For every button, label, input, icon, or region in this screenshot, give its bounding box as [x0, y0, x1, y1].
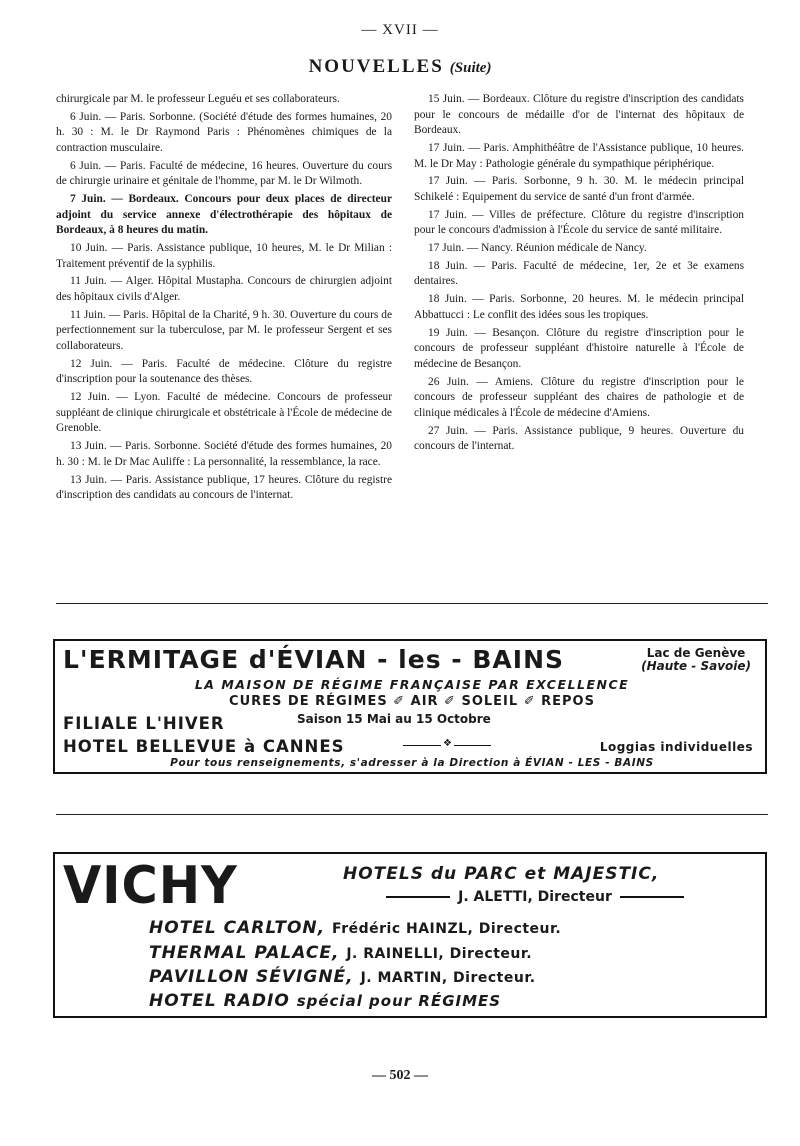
ad-evian-contact: Pour tous renseignements, s'adresser à la Direction à ÉVIAN - LES - BAINS [170, 757, 654, 769]
news-item: 13 Juin. — Paris. Assistance publique, 17 heures. Clôture du registre d'inscription des candidats au concours de l'internat. [56, 473, 392, 502]
ad-vichy-director: J. ALETTI, Directeur [458, 889, 612, 905]
news-item: 11 Juin. — Alger. Hôpital Mustapha. Concours de chirurgien adjoint des hôpitaux civils d'Alger. [56, 275, 392, 304]
news-item: 26 Juin. — Amiens. Clôture du registre d'inscription pour le concours de professeur suppléant des chaires de pathologie et de clinique médicales à l'École de médecine d'Amiens. [414, 375, 744, 419]
hotel-name: PAVILLON SÉVIGNÉ, [149, 967, 354, 987]
news-item: 17 Juin. — Paris. Sorbonne, 9 h. 30. M. le médecin principal Schikelé : Equipement du service de santé d'un front d'armée. [414, 175, 744, 203]
title-suffix: (Suite) [449, 60, 492, 76]
divider-rule [56, 603, 768, 604]
ad-evian-season: Saison 15 Mai au 15 Octobre [297, 712, 491, 726]
hotel-name: HOTEL CARLTON, [149, 918, 326, 938]
title-main: NOUVELLES [308, 56, 444, 77]
hotel-special: spécial pour RÉGIMES [296, 992, 502, 1010]
left-column [56, 92, 392, 506]
ad-vichy-director-line [345, 889, 725, 905]
news-item: 12 Juin. — Paris. Faculté de médecine. Clôture du registre d'inscription pour la soutenance des thèses. [56, 357, 392, 386]
news-item: 13 Juin. — Paris. Sorbonne. Société d'étude des formes humaines, 20 h. 30 : M. le Dr Mac Auliffe : La personnalité, la ressemblance, la race. [56, 440, 392, 468]
news-item: 17 Juin. — Nancy. Réunion médicale de Nancy. [428, 242, 647, 255]
hotel-name: HOTEL RADIO [149, 991, 290, 1011]
news-item: 18 Juin. — Paris. Faculté de médecine, 1er, 2e et 3e examens dentaires. [414, 259, 744, 288]
ad-evian [53, 639, 767, 774]
lake-label: Lac de Genève [646, 646, 746, 660]
news-item: 19 Juin. — Besançon. Clôture du registre d'inscription pour le concours de professeur suppléant d'histoire naturelle à l'École de médecine de Besançon. [414, 326, 744, 370]
ad-vichy [53, 852, 767, 1018]
news-item: 27 Juin. — Paris. Assistance publique, 9 heures. Ouverture du concours de l'internat. [414, 424, 744, 453]
ad-evian-location [641, 647, 751, 673]
ad-vichy-row [149, 967, 536, 987]
news-item: 15 Juin. — Bordeaux. Clôture du registre d'inscription des candidats pour le concours de médaille d'or de l'internat des hôpitaux de Bordeaux. [414, 93, 744, 137]
ad-evian-title: L'ERMITAGE d'ÉVIAN - les - BAINS [63, 645, 565, 674]
news-item: 11 Juin. — Paris. Hôpital de la Charité, 9 h. 30. Ouverture du cours de perfectionnement sur la tuberculose, par M. le professeur Sergent et ses collaborateurs. [56, 308, 392, 353]
hotel-director: Frédéric HAINZL, Directeur. [332, 921, 562, 937]
ad-vichy-row [149, 991, 501, 1011]
hotel-director: J. RAINELLI, Directeur. [346, 946, 533, 962]
hotel-director: J. MARTIN, Directeur. [360, 970, 536, 986]
ad-vichy-row [149, 918, 561, 938]
right-column [414, 92, 744, 457]
ad-vichy-hotels: HOTELS du PARC et MAJESTIC, [343, 864, 660, 884]
divider-rule [56, 814, 768, 815]
news-item: 12 Juin. — Lyon. Faculté de médecine. Concours de professeur suppléant de clinique chirurgicale et obstétricale à l'École de médecine de Grenoble. [56, 391, 392, 435]
news-item: 18 Juin. — Paris. Sorbonne, 20 heures. M. le médecin principal Abbattucci : Le conflit des idées sous les tropiques. [414, 293, 744, 321]
ad-evian-cures: CURES DE RÉGIMES ✐ AIR ✐ SOLEIL ✐ REPOS [229, 694, 595, 709]
section-title [0, 56, 800, 78]
ad-evian-tagline: LA MAISON DE RÉGIME FRANÇAISE PAR EXCELLENCE [194, 677, 630, 692]
ad-evian-loggias: Loggias individuelles [599, 740, 753, 754]
ad-vichy-row [149, 943, 532, 963]
ad-evian-branch: FILIALE L'HIVER [63, 714, 225, 733]
page-number-roman: — XVII — [361, 22, 439, 38]
ornament-divider [403, 738, 491, 749]
news-item: 6 Juin. — Paris. Faculté de médecine, 16 heures. Ouverture du cours de chirurgie urinaire et génitale de l'homme, par M. le Dr Wilmoth. [56, 159, 392, 188]
news-item: 10 Juin. — Paris. Assistance publique, 10 heures, M. le Dr Milian : Traitement préventif de la syphilis. [56, 242, 392, 270]
hotel-name: THERMAL PALACE, [149, 943, 340, 963]
region-label: (Haute - Savoie) [641, 659, 751, 673]
page-number: — 502 — [372, 1068, 428, 1083]
news-item: 6 Juin. — Paris. Sorbonne. (Société d'étude des formes humaines, 20 h. 30 : M. le Dr Raymond Paris : Phénomènes chimiques de la contraction musculaire. [56, 110, 392, 154]
ad-evian-hotel: HOTEL BELLEVUE à CANNES [63, 737, 345, 756]
ornament-icon: ❖ [443, 738, 452, 749]
news-item: 17 Juin. — Villes de préfecture. Clôture du registre d'inscription pour le concours d'admission à l'École du service de santé militaire. [414, 208, 744, 237]
news-item: 7 Juin. — Bordeaux. Concours pour deux places de directeur adjoint du service annexe d'électrothérapie des hôpitaux de Bordeaux, à 8 heures du matin. [56, 193, 392, 237]
ad-vichy-brand: VICHY [63, 856, 238, 916]
news-item: 17 Juin. — Paris. Amphithéâtre de l'Assistance publique, 10 heures. M. le Dr May : Pathologie générale du sympathique périphérique. [414, 141, 744, 170]
news-item: chirurgicale par M. le professeur Leguéu et ses collaborateurs. [56, 93, 340, 105]
